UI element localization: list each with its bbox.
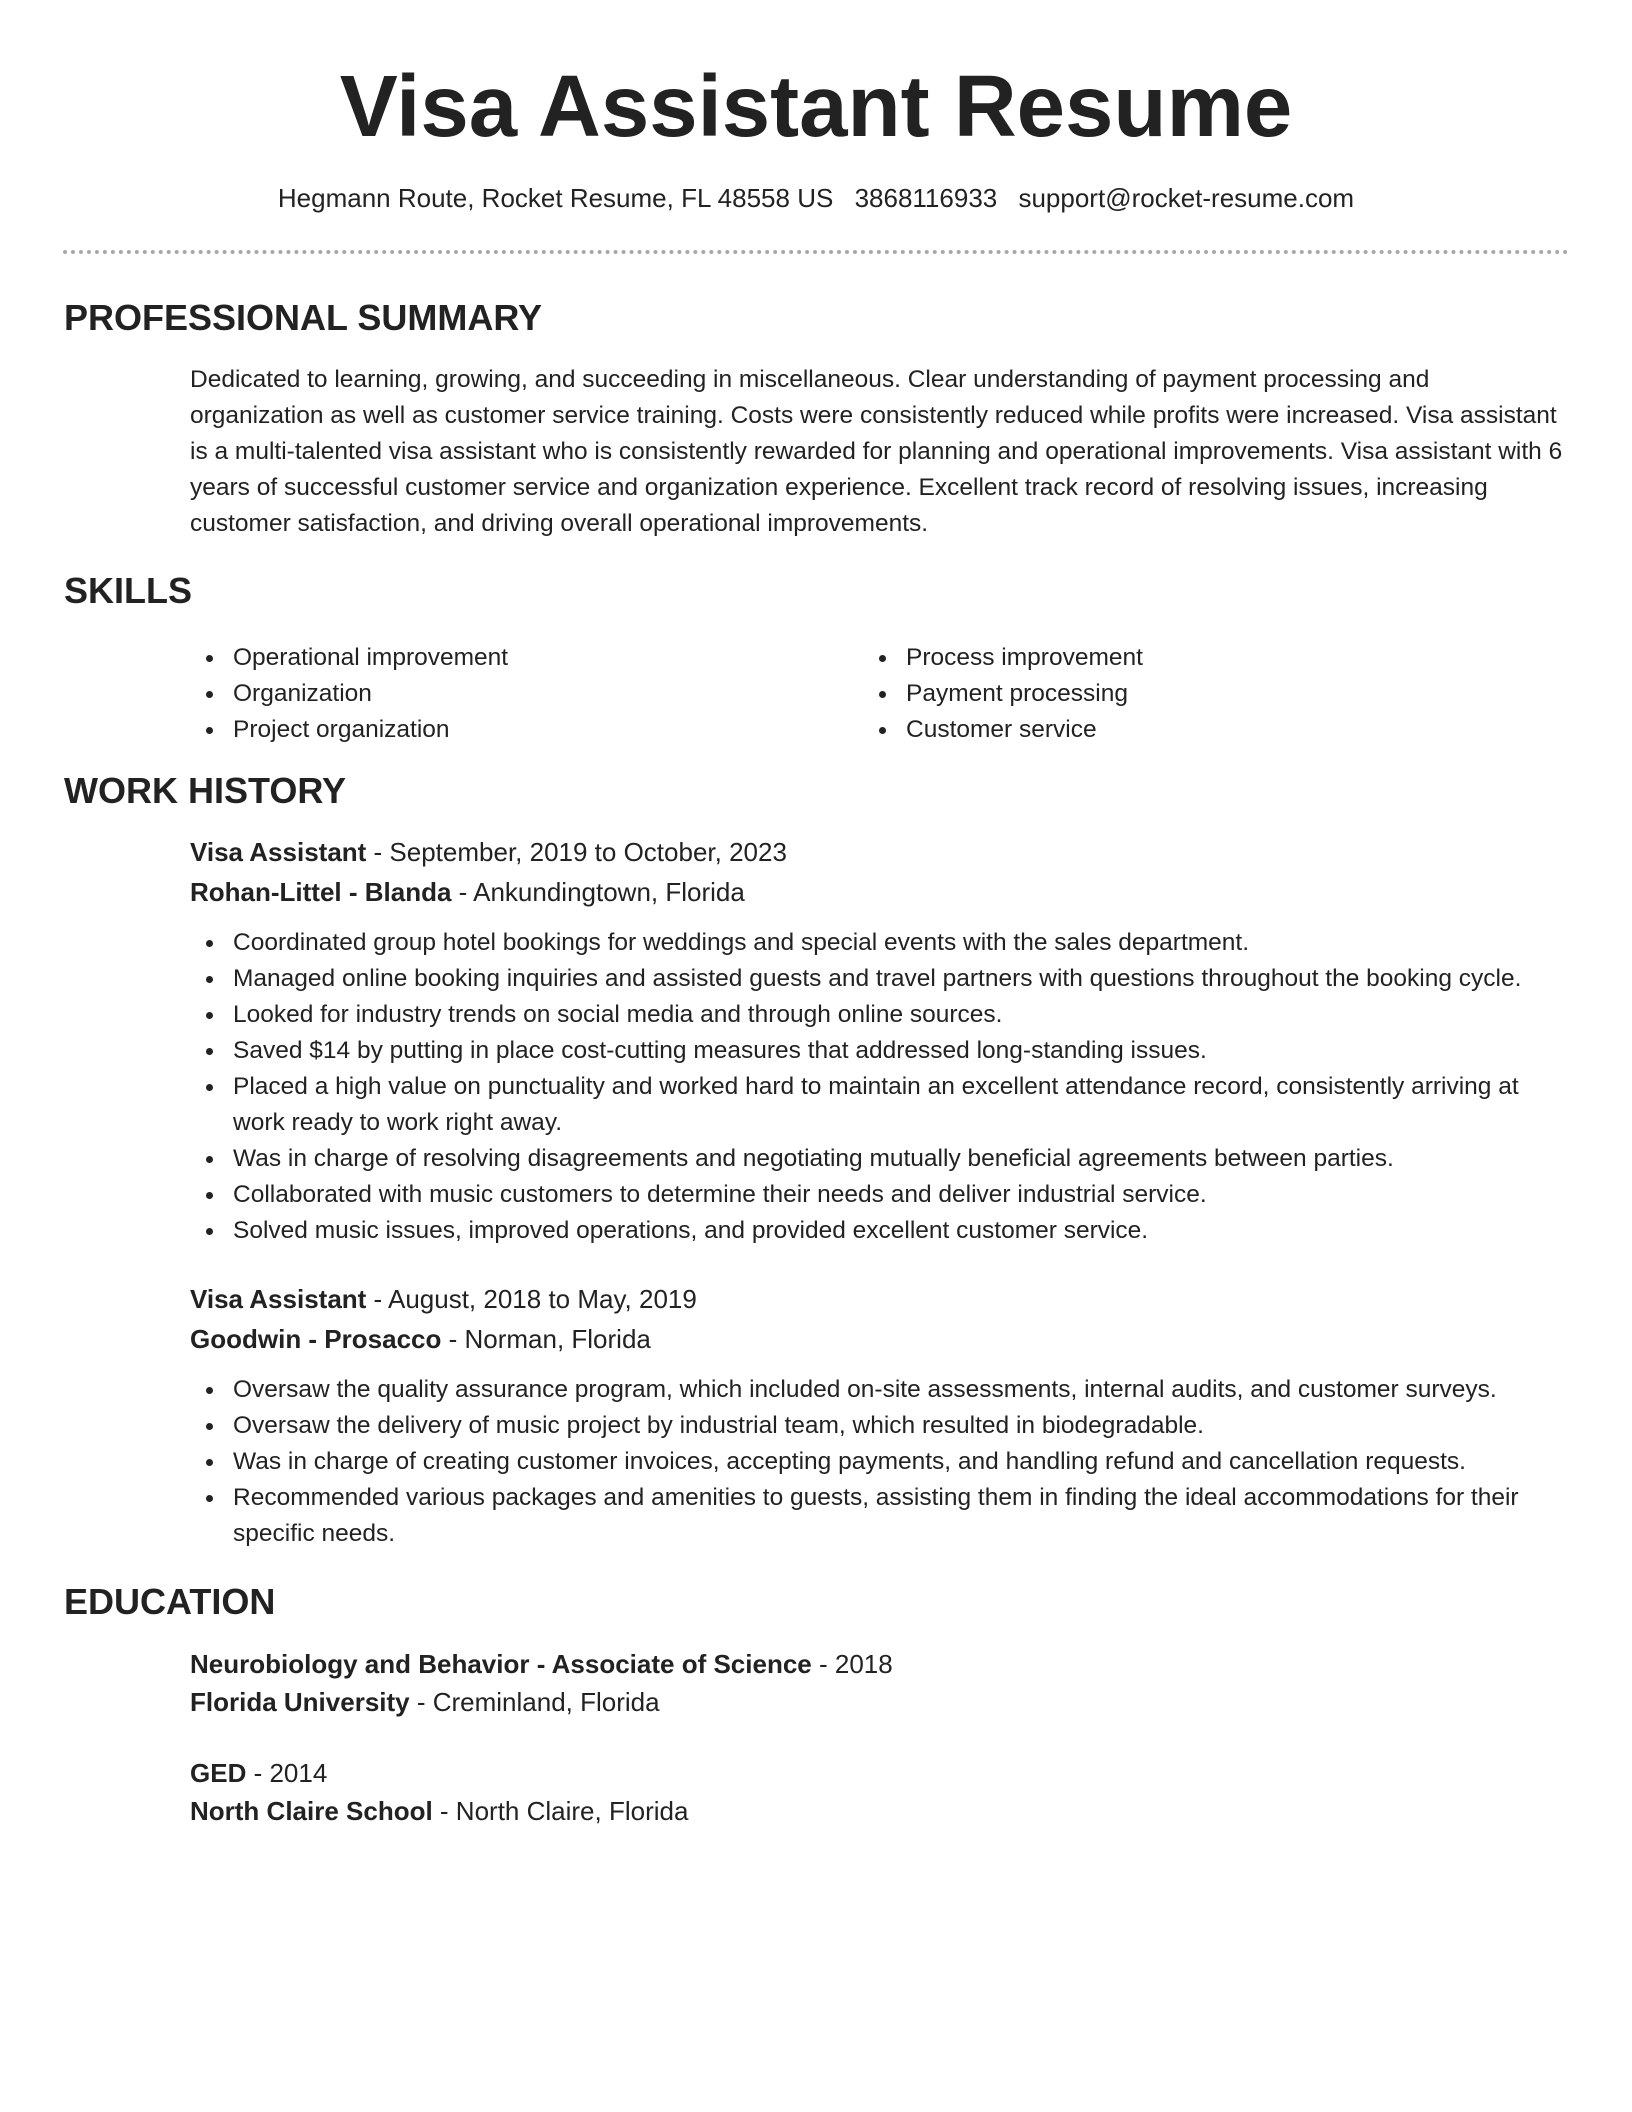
job-location: - Norman, Florida (441, 1324, 651, 1354)
education-location: - Creminland, Florida (409, 1687, 660, 1717)
skills-right-column (863, 640, 1523, 748)
job-company: Goodwin - Prosacco (190, 1324, 442, 1354)
job-bullet: Managed online booking inquiries and assisted guests and travel partners with questions throughout the booking cycle. (190, 961, 1570, 997)
skill-item: Project organization (190, 712, 850, 748)
education-school-line (190, 1791, 688, 1831)
job-bullet: Looked for industry trends on social media and through online sources. (190, 997, 1570, 1033)
contact-phone: 3868116933 (854, 183, 998, 213)
job-bullets (190, 1372, 1570, 1552)
summary-heading: PROFESSIONAL SUMMARY (64, 297, 543, 338)
job-bullet: Recommended various packages and amenities to guests, assisting them in finding the ideal accommodations for their specific needs. (190, 1480, 1570, 1552)
education-school: Florida University (190, 1687, 410, 1717)
education-degree: Neurobiology and Behavior - Associate of Science (190, 1649, 812, 1679)
job-company-line (190, 1319, 651, 1359)
job-bullet: Oversaw the delivery of music project by industrial team, which resulted in biodegradable. (190, 1408, 1570, 1444)
job-title-line (190, 1279, 697, 1319)
job-dates: - September, 2019 to October, 2023 (366, 837, 787, 867)
education-heading: EDUCATION (64, 1581, 276, 1622)
education-school: North Claire School (190, 1796, 433, 1826)
education-year: - 2014 (246, 1758, 328, 1788)
skill-item: Operational improvement (190, 640, 850, 676)
education-school-line (190, 1682, 660, 1722)
skill-item: Organization (190, 676, 850, 712)
skill-item: Process improvement (863, 640, 1523, 676)
education-location: - North Claire, Florida (432, 1796, 689, 1826)
job-bullet: Solved music issues, improved operations, and provided excellent customer service. (190, 1213, 1570, 1249)
job-title-line (190, 832, 787, 872)
resume-title: Visa Assistant Resume (339, 58, 1293, 155)
contact-line (0, 180, 1632, 216)
job-company-line (190, 872, 745, 912)
job-bullet: Was in charge of creating customer invoices, accepting payments, and handling refund and cancellation requests. (190, 1444, 1570, 1480)
job-location: - Ankundingtown, Florida (451, 877, 745, 907)
skills-left-column (190, 640, 850, 748)
job-bullet: Oversaw the quality assurance program, which included on-site assessments, internal audits, and customer surveys. (190, 1372, 1570, 1408)
header-divider (63, 250, 1569, 254)
education-year: - 2018 (811, 1649, 893, 1679)
contact-address: Hegmann Route, Rocket Resume, FL 48558 US (277, 183, 834, 213)
job-bullets (190, 925, 1570, 1249)
job-bullet: Was in charge of resolving disagreements and negotiating mutually beneficial agreements between parties. (190, 1141, 1570, 1177)
skill-item: Payment processing (863, 676, 1523, 712)
contact-email: support@rocket-resume.com (1018, 183, 1355, 213)
skill-item: Customer service (863, 712, 1523, 748)
work-history-heading: WORK HISTORY (64, 770, 347, 811)
job-bullet: Placed a high value on punctuality and worked hard to maintain an excellent attendance record, consistently arriving at work ready to work right away. (190, 1069, 1570, 1141)
job-company: Rohan-Littel - Blanda (190, 877, 452, 907)
education-degree-line (190, 1644, 893, 1684)
job-title: Visa Assistant (190, 1284, 367, 1314)
skills-heading: SKILLS (64, 570, 193, 611)
job-bullet: Saved $14 by putting in place cost-cutting measures that addressed long-standing issues. (190, 1033, 1570, 1069)
summary-text: Dedicated to learning, growing, and succeeding in miscellaneous. Clear understanding of payment processing and organization as well as customer service training. Costs were consistently reduced while profits were increased. Visa assistant is a multi-talented visa assistant who is consistently rewarded for planning and operational improvements. Visa assistant with 6 years of successful customer service and organization experience. Excellent track record of resolving issues, increasing customer satisfaction, and driving overall operational improvements. (190, 366, 1563, 537)
job-bullet: Collaborated with music customers to determine their needs and deliver industrial service. (190, 1177, 1570, 1213)
education-degree-line (190, 1753, 327, 1793)
job-bullet: Coordinated group hotel bookings for weddings and special events with the sales department. (190, 925, 1570, 961)
job-dates: - August, 2018 to May, 2019 (366, 1284, 697, 1314)
job-title: Visa Assistant (190, 837, 367, 867)
education-degree: GED (190, 1758, 247, 1788)
